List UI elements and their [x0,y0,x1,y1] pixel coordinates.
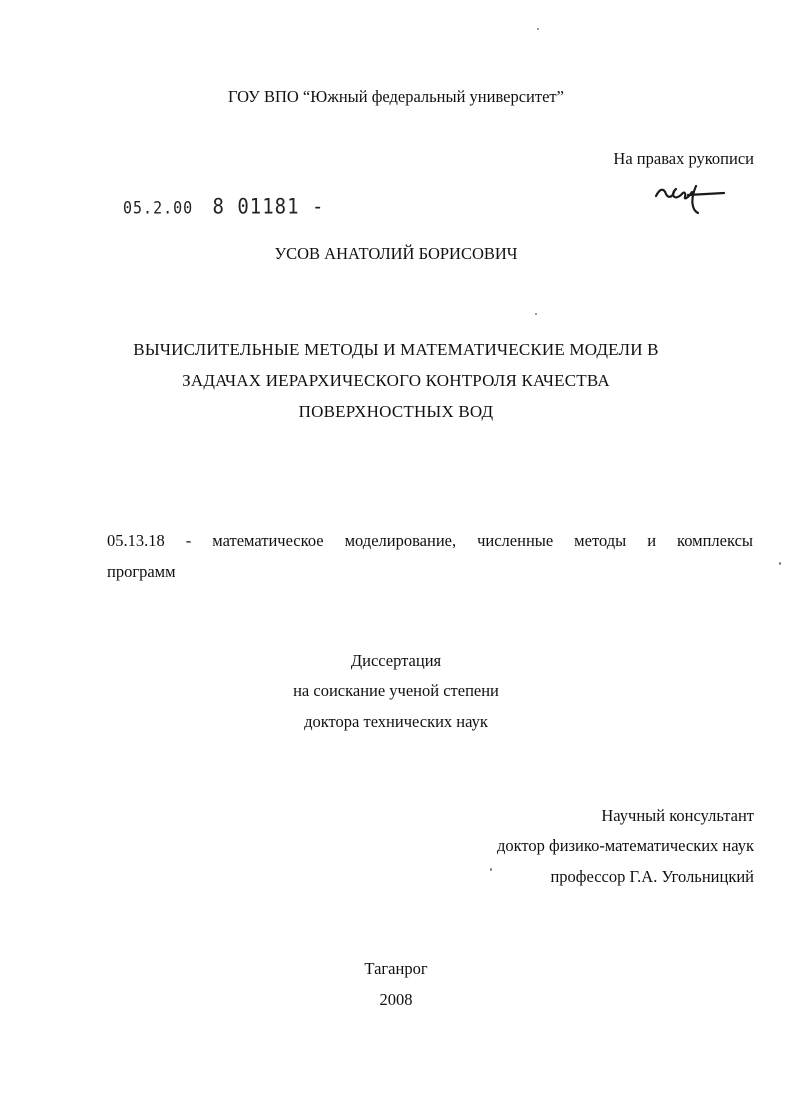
thesis-title-line-2: ЗАДАЧАХ ИЕРАРХИЧЕСКОГО КОНТРОЛЯ КАЧЕСТВА [182,371,610,390]
thesis-title-line-3: ПОВЕРХНОСТНЫХ ВОД [298,402,494,421]
stamp-number: 8 01181 - [212,194,325,220]
handwritten-signature [652,180,728,214]
institution-name: ГОУ ВПО “Южный федеральный университет” [228,87,564,106]
year: 2008 [379,990,413,1009]
scan-speck [535,313,537,315]
specialty-line-2: программ [107,562,176,581]
manuscript-rights-note: На правах рукописи [613,149,754,168]
consultant-name: профессор Г.А. Угольницкий [550,867,754,886]
scan-speck [537,28,539,30]
thesis-title-line-1: ВЫЧИСЛИТЕЛЬНЫЕ МЕТОДЫ И МАТЕМАТИЧЕСКИЕ МОДЕЛИ В [133,340,659,359]
dissertation-label: Диссертация [350,651,442,670]
stamp-date: 05.2.00 [123,197,194,219]
degree-purpose: на соискание ученой степени [293,681,499,700]
registration-stamp [123,196,324,218]
author-name: УСОВ АНАТОЛИЙ БОРИСОВИЧ [274,244,518,263]
city: Таганрог [364,959,428,978]
degree-name: доктора технических наук [304,712,488,731]
consultant-degree: доктор физико-математических наук [496,836,754,855]
scan-speck [779,562,781,565]
scan-speck [490,868,492,871]
consultant-label: Научный консультант [601,806,754,825]
specialty-code-block [107,525,753,587]
specialty-line-1: 05.13.18 - математическое моделирование, численные методы и комплексы [107,531,753,550]
